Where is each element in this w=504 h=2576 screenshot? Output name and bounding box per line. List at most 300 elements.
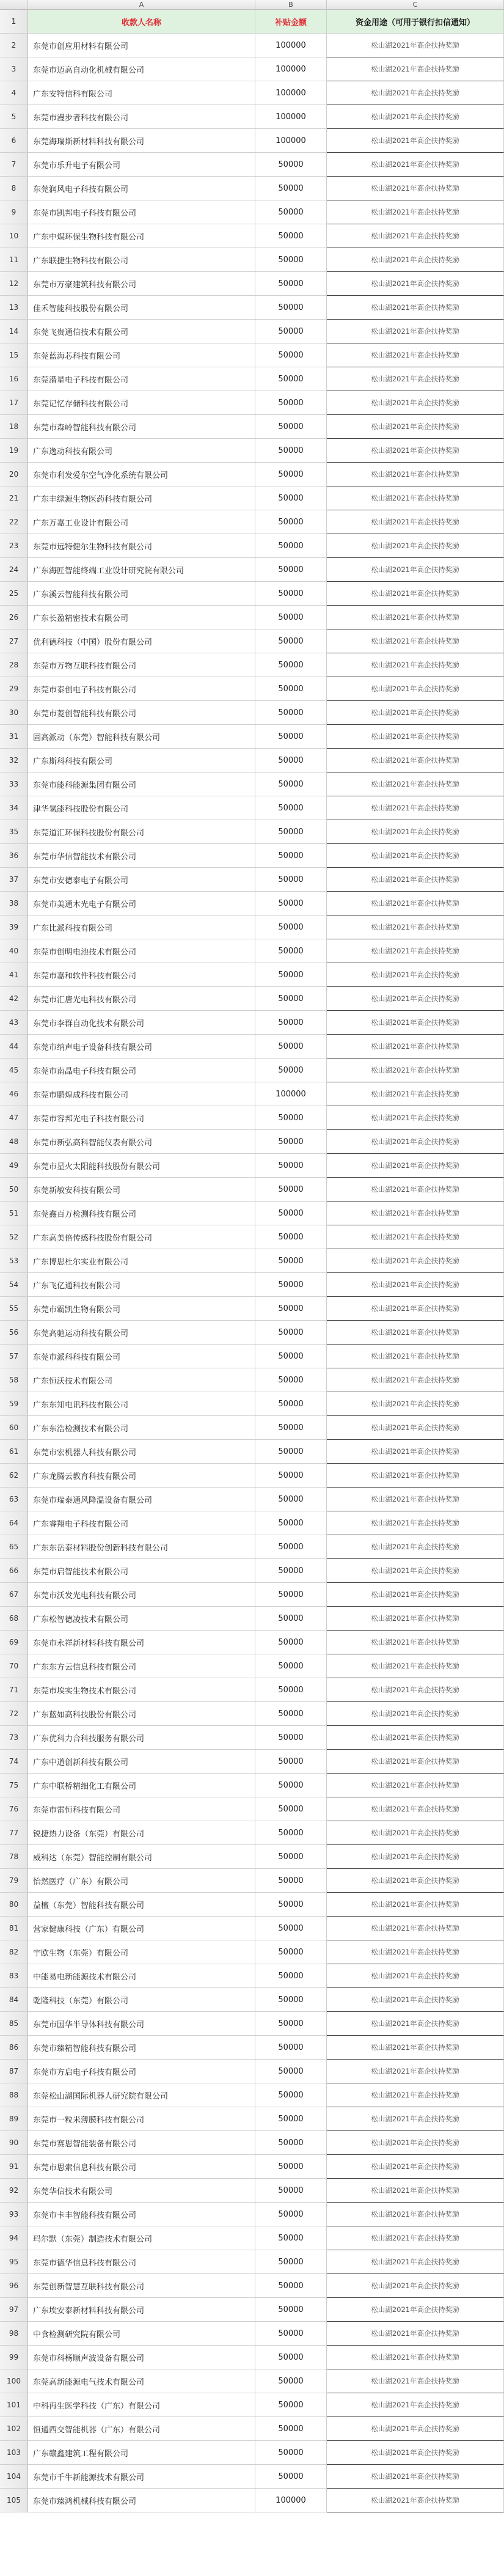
- recipient-name-cell[interactable]: 东莞市沃发光电科技有限公司: [28, 1583, 255, 1607]
- subsidy-amount-cell[interactable]: 50000: [255, 1178, 327, 1202]
- recipient-name-cell[interactable]: 广东高美倍传感科技股份有限公司: [28, 1225, 255, 1249]
- recipient-name-cell[interactable]: 广东埃安泰新材料科技有限公司: [28, 2298, 255, 2322]
- recipient-name-cell[interactable]: 东莞高驰运动科技有限公司: [28, 1321, 255, 1345]
- fund-use-cell[interactable]: 松山湖2021年高企扶持奖励: [327, 2083, 504, 2107]
- fund-use-cell[interactable]: 松山湖2021年高企扶持奖励: [327, 629, 504, 653]
- fund-use-cell[interactable]: 松山湖2021年高企扶持奖励: [327, 34, 504, 57]
- row-number[interactable]: 7: [0, 153, 28, 177]
- subsidy-amount-cell[interactable]: 50000: [255, 1654, 327, 1678]
- fund-use-cell[interactable]: 松山湖2021年高企扶持奖励: [327, 439, 504, 463]
- recipient-name-cell[interactable]: 东莞市星火太阳能科技股份有限公司: [28, 1154, 255, 1178]
- subsidy-amount-cell[interactable]: 50000: [255, 2036, 327, 2060]
- row-number[interactable]: 97: [0, 2298, 28, 2322]
- row-number[interactable]: 50: [0, 1178, 28, 1202]
- fund-use-cell[interactable]: 松山湖2021年高企扶持奖励: [327, 1869, 504, 1893]
- row-number[interactable]: 78: [0, 1845, 28, 1869]
- fund-use-cell[interactable]: 松山湖2021年高企扶持奖励: [327, 2036, 504, 2060]
- recipient-name-cell[interactable]: 广东逸动科技有限公司: [28, 439, 255, 463]
- subsidy-amount-cell[interactable]: 50000: [255, 1059, 327, 1082]
- row-number[interactable]: 40: [0, 939, 28, 963]
- subsidy-amount-cell[interactable]: 50000: [255, 153, 327, 177]
- fund-use-cell[interactable]: 松山湖2021年高企扶持奖励: [327, 1631, 504, 1654]
- row-number[interactable]: 25: [0, 582, 28, 606]
- row-number[interactable]: 53: [0, 1249, 28, 1273]
- subsidy-amount-cell[interactable]: 50000: [255, 1702, 327, 1726]
- select-all-corner[interactable]: [0, 0, 28, 10]
- recipient-name-cell[interactable]: 益檀（东莞）智能科技有限公司: [28, 1893, 255, 1917]
- row-number[interactable]: 35: [0, 820, 28, 844]
- fund-use-cell[interactable]: 松山湖2021年高企扶持奖励: [327, 224, 504, 248]
- fund-use-cell[interactable]: 松山湖2021年高企扶持奖励: [327, 1964, 504, 1988]
- subsidy-amount-cell[interactable]: 50000: [255, 725, 327, 749]
- fund-use-cell[interactable]: 松山湖2021年高企扶持奖励: [327, 1535, 504, 1559]
- subsidy-amount-cell[interactable]: 50000: [255, 1535, 327, 1559]
- fund-use-cell[interactable]: 松山湖2021年高企扶持奖励: [327, 1797, 504, 1821]
- subsidy-amount-cell[interactable]: 50000: [255, 1797, 327, 1821]
- fund-use-cell[interactable]: 松山湖2021年高企扶持奖励: [327, 200, 504, 224]
- fund-use-cell[interactable]: 松山湖2021年高企扶持奖励: [327, 1368, 504, 1392]
- fund-use-cell[interactable]: 松山湖2021年高企扶持奖励: [327, 129, 504, 153]
- subsidy-amount-cell[interactable]: 50000: [255, 1774, 327, 1797]
- row-number[interactable]: 6: [0, 129, 28, 153]
- row-number[interactable]: 86: [0, 2036, 28, 2060]
- recipient-name-cell[interactable]: 东莞蓝海芯科技有限公司: [28, 343, 255, 367]
- fund-use-cell[interactable]: 松山湖2021年高企扶持奖励: [327, 1202, 504, 1225]
- subsidy-amount-cell[interactable]: 50000: [255, 510, 327, 534]
- subsidy-amount-cell[interactable]: 100000: [255, 105, 327, 129]
- fund-use-cell[interactable]: 松山湖2021年高企扶持奖励: [327, 1488, 504, 1511]
- row-number[interactable]: 46: [0, 1082, 28, 1106]
- row-number[interactable]: 3: [0, 57, 28, 81]
- row-number[interactable]: 66: [0, 1559, 28, 1583]
- recipient-name-cell[interactable]: 广东溪云智能科技有限公司: [28, 582, 255, 606]
- subsidy-amount-cell[interactable]: 50000: [255, 1488, 327, 1511]
- row-number[interactable]: 87: [0, 2060, 28, 2083]
- row-number[interactable]: 29: [0, 677, 28, 701]
- recipient-name-cell[interactable]: 广东龙腾云教育科技有限公司: [28, 1464, 255, 1488]
- recipient-name-cell[interactable]: 广东长盈精密技术有限公司: [28, 606, 255, 629]
- recipient-name-cell[interactable]: 东莞高新能源电气技术有限公司: [28, 2369, 255, 2393]
- row-number[interactable]: 1: [0, 10, 28, 34]
- fund-use-cell[interactable]: 松山湖2021年高企扶持奖励: [327, 1440, 504, 1464]
- recipient-name-cell[interactable]: 东莞市李群自动化技术有限公司: [28, 1011, 255, 1035]
- row-number[interactable]: 84: [0, 1988, 28, 2012]
- subsidy-amount-cell[interactable]: 100000: [255, 57, 327, 81]
- subsidy-amount-cell[interactable]: 100000: [255, 2489, 327, 2512]
- fund-use-cell[interactable]: 松山湖2021年高企扶持奖励: [327, 486, 504, 510]
- recipient-name-cell[interactable]: 广东东方云信息科技有限公司: [28, 1654, 255, 1678]
- recipient-name-cell[interactable]: 乾隆科技（东莞）有限公司: [28, 1988, 255, 2012]
- row-number[interactable]: 19: [0, 439, 28, 463]
- row-number[interactable]: 15: [0, 343, 28, 367]
- fund-use-cell[interactable]: 松山湖2021年高企扶持奖励: [327, 57, 504, 81]
- row-number[interactable]: 92: [0, 2179, 28, 2203]
- fund-use-cell[interactable]: 松山湖2021年高企扶持奖励: [327, 1225, 504, 1249]
- row-number[interactable]: 44: [0, 1035, 28, 1059]
- subsidy-amount-cell[interactable]: 50000: [255, 2465, 327, 2489]
- row-number[interactable]: 56: [0, 1321, 28, 1345]
- recipient-name-cell[interactable]: 东莞市美通木光电子有限公司: [28, 892, 255, 916]
- subsidy-amount-cell[interactable]: 50000: [255, 177, 327, 200]
- subsidy-amount-cell[interactable]: 50000: [255, 415, 327, 439]
- recipient-name-cell[interactable]: 东莞市华信智能技术有限公司: [28, 844, 255, 868]
- subsidy-amount-cell[interactable]: 50000: [255, 963, 327, 987]
- fund-use-cell[interactable]: 松山湖2021年高企扶持奖励: [327, 1559, 504, 1583]
- fund-use-cell[interactable]: 松山湖2021年高企扶持奖励: [327, 2107, 504, 2131]
- recipient-name-cell[interactable]: 广东松智德凌技术有限公司: [28, 1607, 255, 1631]
- subsidy-amount-cell[interactable]: 50000: [255, 1225, 327, 1249]
- subsidy-amount-cell[interactable]: 50000: [255, 2179, 327, 2203]
- subsidy-amount-cell[interactable]: 50000: [255, 2012, 327, 2036]
- subsidy-amount-cell[interactable]: 50000: [255, 1678, 327, 1702]
- fund-use-cell[interactable]: 松山湖2021年高企扶持奖励: [327, 1702, 504, 1726]
- subsidy-amount-cell[interactable]: 50000: [255, 1464, 327, 1488]
- subsidy-amount-cell[interactable]: 50000: [255, 916, 327, 939]
- subsidy-amount-cell[interactable]: 50000: [255, 1607, 327, 1631]
- subsidy-amount-cell[interactable]: 50000: [255, 1297, 327, 1321]
- fund-use-cell[interactable]: 松山湖2021年高企扶持奖励: [327, 1345, 504, 1368]
- recipient-name-cell[interactable]: 广东优科力合科技服务有限公司: [28, 1726, 255, 1750]
- row-number[interactable]: 75: [0, 1774, 28, 1797]
- fund-use-cell[interactable]: 松山湖2021年高企扶持奖励: [327, 772, 504, 796]
- recipient-name-cell[interactable]: 东莞市千牛新能源技术有限公司: [28, 2465, 255, 2489]
- row-number[interactable]: 89: [0, 2107, 28, 2131]
- row-number[interactable]: 57: [0, 1345, 28, 1368]
- row-number[interactable]: 90: [0, 2131, 28, 2155]
- row-number[interactable]: 23: [0, 534, 28, 558]
- recipient-name-cell[interactable]: 玛尔默（东莞）制造技术有限公司: [28, 2226, 255, 2250]
- subsidy-amount-cell[interactable]: 100000: [255, 1082, 327, 1106]
- row-number[interactable]: 96: [0, 2274, 28, 2298]
- fund-use-cell[interactable]: 松山湖2021年高企扶持奖励: [327, 2131, 504, 2155]
- recipient-name-cell[interactable]: 威科达（东莞）智能控制有限公司: [28, 1845, 255, 1869]
- row-number[interactable]: 73: [0, 1726, 28, 1750]
- row-number[interactable]: 58: [0, 1368, 28, 1392]
- subsidy-amount-cell[interactable]: 50000: [255, 1964, 327, 1988]
- row-number[interactable]: 61: [0, 1440, 28, 1464]
- recipient-name-cell[interactable]: 怡然医疗（广东）有限公司: [28, 1869, 255, 1893]
- recipient-name-cell[interactable]: 广东赣鑫建筑工程有限公司: [28, 2441, 255, 2465]
- row-number[interactable]: 102: [0, 2417, 28, 2441]
- row-number[interactable]: 41: [0, 963, 28, 987]
- recipient-name-cell[interactable]: 佳禾智能科技股份有限公司: [28, 296, 255, 320]
- row-number[interactable]: 30: [0, 701, 28, 725]
- subsidy-amount-cell[interactable]: 50000: [255, 2250, 327, 2274]
- subsidy-amount-cell[interactable]: 50000: [255, 1940, 327, 1964]
- row-number[interactable]: 16: [0, 367, 28, 391]
- subsidy-amount-cell[interactable]: 50000: [255, 796, 327, 820]
- fund-use-cell[interactable]: 松山湖2021年高企扶持奖励: [327, 725, 504, 749]
- fund-use-cell[interactable]: 松山湖2021年高企扶持奖励: [327, 1821, 504, 1845]
- row-number[interactable]: 39: [0, 916, 28, 939]
- row-number[interactable]: 17: [0, 391, 28, 415]
- row-number[interactable]: 103: [0, 2441, 28, 2465]
- recipient-name-cell[interactable]: 东莞市德华信息科技有限公司: [28, 2250, 255, 2274]
- recipient-name-cell[interactable]: 东莞市创应用材料有限公司: [28, 34, 255, 57]
- subsidy-amount-cell[interactable]: 50000: [255, 844, 327, 868]
- recipient-name-cell[interactable]: 东莞潜星电子科技有限公司: [28, 367, 255, 391]
- recipient-name-cell[interactable]: 广东中联桥精细化工有限公司: [28, 1774, 255, 1797]
- recipient-name-cell[interactable]: 东莞市汇唐光电科技有限公司: [28, 987, 255, 1011]
- subsidy-amount-cell[interactable]: 50000: [255, 606, 327, 629]
- subsidy-amount-cell[interactable]: 50000: [255, 677, 327, 701]
- fund-use-cell[interactable]: 松山湖2021年高企扶持奖励: [327, 1082, 504, 1106]
- subsidy-amount-cell[interactable]: 50000: [255, 1321, 327, 1345]
- row-number[interactable]: 47: [0, 1106, 28, 1130]
- row-number[interactable]: 76: [0, 1797, 28, 1821]
- recipient-name-cell[interactable]: 东莞记忆存储科技有限公司: [28, 391, 255, 415]
- subsidy-amount-cell[interactable]: 50000: [255, 1392, 327, 1416]
- row-number[interactable]: 79: [0, 1869, 28, 1893]
- fund-use-cell[interactable]: 松山湖2021年高企扶持奖励: [327, 2155, 504, 2179]
- subsidy-amount-cell[interactable]: 50000: [255, 248, 327, 272]
- subsidy-amount-cell[interactable]: 50000: [255, 772, 327, 796]
- row-number[interactable]: 27: [0, 629, 28, 653]
- row-number[interactable]: 91: [0, 2155, 28, 2179]
- row-number[interactable]: 99: [0, 2346, 28, 2369]
- fund-use-cell[interactable]: 松山湖2021年高企扶持奖励: [327, 1106, 504, 1130]
- row-number[interactable]: 34: [0, 796, 28, 820]
- row-number[interactable]: 100: [0, 2369, 28, 2393]
- fund-use-cell[interactable]: 松山湖2021年高企扶持奖励: [327, 1940, 504, 1964]
- fund-use-cell[interactable]: 松山湖2021年高企扶持奖励: [327, 2298, 504, 2322]
- subsidy-amount-cell[interactable]: 50000: [255, 1750, 327, 1774]
- fund-use-cell[interactable]: 松山湖2021年高企扶持奖励: [327, 391, 504, 415]
- fund-use-cell[interactable]: 松山湖2021年高企扶持奖励: [327, 1249, 504, 1273]
- recipient-name-cell[interactable]: 东莞市森岭智能科技有限公司: [28, 415, 255, 439]
- subsidy-amount-cell[interactable]: 50000: [255, 1440, 327, 1464]
- row-number[interactable]: 37: [0, 868, 28, 892]
- recipient-name-cell[interactable]: 东莞市能科能源集团有限公司: [28, 772, 255, 796]
- recipient-name-cell[interactable]: 东莞市瑞泰通风降温设备有限公司: [28, 1488, 255, 1511]
- row-number[interactable]: 28: [0, 653, 28, 677]
- subsidy-amount-cell[interactable]: 50000: [255, 701, 327, 725]
- recipient-name-cell[interactable]: 广东海匠智能终端工业设计研究院有限公司: [28, 558, 255, 582]
- fund-use-cell[interactable]: 松山湖2021年高企扶持奖励: [327, 2012, 504, 2036]
- subsidy-amount-cell[interactable]: 50000: [255, 391, 327, 415]
- fund-use-cell[interactable]: 松山湖2021年高企扶持奖励: [327, 1011, 504, 1035]
- row-number[interactable]: 82: [0, 1940, 28, 1964]
- fund-use-cell[interactable]: 松山湖2021年高企扶持奖励: [327, 1464, 504, 1488]
- subsidy-amount-cell[interactable]: 50000: [255, 2131, 327, 2155]
- subsidy-amount-cell[interactable]: 50000: [255, 1416, 327, 1440]
- recipient-name-cell[interactable]: 中科再生医学科技（广东）有限公司: [28, 2393, 255, 2417]
- subsidy-amount-cell[interactable]: 50000: [255, 2441, 327, 2465]
- subsidy-amount-cell[interactable]: 50000: [255, 224, 327, 248]
- fund-use-cell[interactable]: 松山湖2021年高企扶持奖励: [327, 2393, 504, 2417]
- subsidy-amount-cell[interactable]: 50000: [255, 534, 327, 558]
- subsidy-amount-cell[interactable]: 50000: [255, 1559, 327, 1583]
- subsidy-amount-cell[interactable]: 50000: [255, 1130, 327, 1154]
- fund-use-cell[interactable]: 松山湖2021年高企扶持奖励: [327, 844, 504, 868]
- fund-use-cell[interactable]: 松山湖2021年高企扶持奖励: [327, 701, 504, 725]
- fund-use-cell[interactable]: 松山湖2021年高企扶持奖励: [327, 582, 504, 606]
- subsidy-amount-cell[interactable]: 50000: [255, 1845, 327, 1869]
- fund-use-cell[interactable]: 松山湖2021年高企扶持奖励: [327, 105, 504, 129]
- recipient-name-cell[interactable]: 东莞市思索信息科技有限公司: [28, 2155, 255, 2179]
- fund-use-cell[interactable]: 松山湖2021年高企扶持奖励: [327, 81, 504, 105]
- fund-use-cell[interactable]: 松山湖2021年高企扶持奖励: [327, 2346, 504, 2369]
- recipient-name-cell[interactable]: 东莞市雷恒科技有限公司: [28, 1797, 255, 1821]
- row-number[interactable]: 21: [0, 486, 28, 510]
- header-use-cell[interactable]: 资金用途（可用于银行扣信通知）: [327, 10, 504, 34]
- recipient-name-cell[interactable]: 东莞市新弘高科智能仪表有限公司: [28, 1130, 255, 1154]
- fund-use-cell[interactable]: 松山湖2021年高企扶持奖励: [327, 177, 504, 200]
- subsidy-amount-cell[interactable]: 50000: [255, 2274, 327, 2298]
- recipient-name-cell[interactable]: 东莞海瑞斯新材料科技有限公司: [28, 129, 255, 153]
- row-number[interactable]: 94: [0, 2226, 28, 2250]
- fund-use-cell[interactable]: 松山湖2021年高企扶持奖励: [327, 1154, 504, 1178]
- subsidy-amount-cell[interactable]: 50000: [255, 1583, 327, 1607]
- fund-use-cell[interactable]: 松山湖2021年高企扶持奖励: [327, 415, 504, 439]
- header-amount-cell[interactable]: 补贴金额: [255, 10, 327, 34]
- fund-use-cell[interactable]: 松山湖2021年高企扶持奖励: [327, 1678, 504, 1702]
- row-number[interactable]: 45: [0, 1059, 28, 1082]
- fund-use-cell[interactable]: 松山湖2021年高企扶持奖励: [327, 558, 504, 582]
- subsidy-amount-cell[interactable]: 50000: [255, 2226, 327, 2250]
- recipient-name-cell[interactable]: 东莞市乐升电子有限公司: [28, 153, 255, 177]
- subsidy-amount-cell[interactable]: 50000: [255, 1821, 327, 1845]
- subsidy-amount-cell[interactable]: 50000: [255, 320, 327, 343]
- subsidy-amount-cell[interactable]: 50000: [255, 1345, 327, 1368]
- row-number[interactable]: 67: [0, 1583, 28, 1607]
- row-number[interactable]: 26: [0, 606, 28, 629]
- fund-use-cell[interactable]: 松山湖2021年高企扶持奖励: [327, 653, 504, 677]
- recipient-name-cell[interactable]: 东莞鑫百万检测科技有限公司: [28, 1202, 255, 1225]
- subsidy-amount-cell[interactable]: 50000: [255, 2060, 327, 2083]
- row-number[interactable]: 65: [0, 1535, 28, 1559]
- subsidy-amount-cell[interactable]: 50000: [255, 868, 327, 892]
- fund-use-cell[interactable]: 松山湖2021年高企扶持奖励: [327, 367, 504, 391]
- row-number[interactable]: 43: [0, 1011, 28, 1035]
- recipient-name-cell[interactable]: 东莞市一粒米薄膜科技有限公司: [28, 2107, 255, 2131]
- recipient-name-cell[interactable]: 东莞市迈高自动化机械有限公司: [28, 57, 255, 81]
- subsidy-amount-cell[interactable]: 50000: [255, 1202, 327, 1225]
- recipient-name-cell[interactable]: 东莞市万物互联科技有限公司: [28, 653, 255, 677]
- fund-use-cell[interactable]: 松山湖2021年高企扶持奖励: [327, 534, 504, 558]
- fund-use-cell[interactable]: 松山湖2021年高企扶持奖励: [327, 606, 504, 629]
- fund-use-cell[interactable]: 松山湖2021年高企扶持奖励: [327, 1654, 504, 1678]
- subsidy-amount-cell[interactable]: 50000: [255, 463, 327, 486]
- recipient-name-cell[interactable]: 津华氢能科技股份有限公司: [28, 796, 255, 820]
- recipient-name-cell[interactable]: 东莞市方启电子科技有限公司: [28, 2060, 255, 2083]
- subsidy-amount-cell[interactable]: 50000: [255, 1154, 327, 1178]
- fund-use-cell[interactable]: 松山湖2021年高企扶持奖励: [327, 749, 504, 772]
- fund-use-cell[interactable]: 松山湖2021年高企扶持奖励: [327, 1893, 504, 1917]
- subsidy-amount-cell[interactable]: 50000: [255, 987, 327, 1011]
- fund-use-cell[interactable]: 松山湖2021年高企扶持奖励: [327, 1774, 504, 1797]
- subsidy-amount-cell[interactable]: 50000: [255, 1893, 327, 1917]
- recipient-name-cell[interactable]: 东莞华信技术有限公司: [28, 2179, 255, 2203]
- row-number[interactable]: 60: [0, 1416, 28, 1440]
- recipient-name-cell[interactable]: 广东飞亿通科技有限公司: [28, 1273, 255, 1297]
- row-number[interactable]: 22: [0, 510, 28, 534]
- fund-use-cell[interactable]: 松山湖2021年高企扶持奖励: [327, 1917, 504, 1940]
- row-number[interactable]: 77: [0, 1821, 28, 1845]
- fund-use-cell[interactable]: 松山湖2021年高企扶持奖励: [327, 272, 504, 296]
- subsidy-amount-cell[interactable]: 50000: [255, 2155, 327, 2179]
- recipient-name-cell[interactable]: 东莞创新智慧互联科技有限公司: [28, 2274, 255, 2298]
- subsidy-amount-cell[interactable]: 50000: [255, 486, 327, 510]
- fund-use-cell[interactable]: 松山湖2021年高企扶持奖励: [327, 2179, 504, 2203]
- subsidy-amount-cell[interactable]: 50000: [255, 892, 327, 916]
- recipient-name-cell[interactable]: 东莞市卡丰智能科技有限公司: [28, 2203, 255, 2226]
- subsidy-amount-cell[interactable]: 100000: [255, 34, 327, 57]
- row-number[interactable]: 88: [0, 2083, 28, 2107]
- subsidy-amount-cell[interactable]: 50000: [255, 2083, 327, 2107]
- column-header-c[interactable]: C: [327, 0, 504, 10]
- subsidy-amount-cell[interactable]: 50000: [255, 558, 327, 582]
- subsidy-amount-cell[interactable]: 50000: [255, 1631, 327, 1654]
- subsidy-amount-cell[interactable]: 50000: [255, 1249, 327, 1273]
- row-number[interactable]: 62: [0, 1464, 28, 1488]
- fund-use-cell[interactable]: 松山湖2021年高企扶持奖励: [327, 2226, 504, 2250]
- fund-use-cell[interactable]: 松山湖2021年高企扶持奖励: [327, 343, 504, 367]
- recipient-name-cell[interactable]: 东莞飞贵通信技术有限公司: [28, 320, 255, 343]
- fund-use-cell[interactable]: 松山湖2021年高企扶持奖励: [327, 1607, 504, 1631]
- recipient-name-cell[interactable]: 广东斯科科技有限公司: [28, 749, 255, 772]
- subsidy-amount-cell[interactable]: 50000: [255, 1106, 327, 1130]
- recipient-name-cell[interactable]: 东莞市凯邦电子科技有限公司: [28, 200, 255, 224]
- recipient-name-cell[interactable]: 东莞润风电子科技有限公司: [28, 177, 255, 200]
- fund-use-cell[interactable]: 松山湖2021年高企扶持奖励: [327, 1130, 504, 1154]
- recipient-name-cell[interactable]: 东莞市鹏煌成科技有限公司: [28, 1082, 255, 1106]
- fund-use-cell[interactable]: 松山湖2021年高企扶持奖励: [327, 2489, 504, 2512]
- row-number[interactable]: 4: [0, 81, 28, 105]
- subsidy-amount-cell[interactable]: 50000: [255, 1011, 327, 1035]
- row-number[interactable]: 13: [0, 296, 28, 320]
- row-number[interactable]: 8: [0, 177, 28, 200]
- fund-use-cell[interactable]: 松山湖2021年高企扶持奖励: [327, 463, 504, 486]
- fund-use-cell[interactable]: 松山湖2021年高企扶持奖励: [327, 1035, 504, 1059]
- row-number[interactable]: 72: [0, 1702, 28, 1726]
- fund-use-cell[interactable]: 松山湖2021年高企扶持奖励: [327, 2417, 504, 2441]
- recipient-name-cell[interactable]: 广东安特信科有限公司: [28, 81, 255, 105]
- fund-use-cell[interactable]: 松山湖2021年高企扶持奖励: [327, 677, 504, 701]
- recipient-name-cell[interactable]: 广东联捷生物科技有限公司: [28, 248, 255, 272]
- row-number[interactable]: 31: [0, 725, 28, 749]
- row-number[interactable]: 81: [0, 1917, 28, 1940]
- row-number[interactable]: 80: [0, 1893, 28, 1917]
- recipient-name-cell[interactable]: 广东蓝如高科技股份有限公司: [28, 1702, 255, 1726]
- row-number[interactable]: 54: [0, 1273, 28, 1297]
- row-number[interactable]: 5: [0, 105, 28, 129]
- recipient-name-cell[interactable]: 中食检测研究院有限公司: [28, 2322, 255, 2346]
- row-number[interactable]: 32: [0, 749, 28, 772]
- subsidy-amount-cell[interactable]: 50000: [255, 272, 327, 296]
- subsidy-amount-cell[interactable]: 50000: [255, 1726, 327, 1750]
- fund-use-cell[interactable]: 松山湖2021年高企扶持奖励: [327, 296, 504, 320]
- fund-use-cell[interactable]: 松山湖2021年高企扶持奖励: [327, 1511, 504, 1535]
- recipient-name-cell[interactable]: 广东万嘉工业设计有限公司: [28, 510, 255, 534]
- fund-use-cell[interactable]: 松山湖2021年高企扶持奖励: [327, 248, 504, 272]
- fund-use-cell[interactable]: 松山湖2021年高企扶持奖励: [327, 1988, 504, 2012]
- subsidy-amount-cell[interactable]: 50000: [255, 1917, 327, 1940]
- fund-use-cell[interactable]: 松山湖2021年高企扶持奖励: [327, 820, 504, 844]
- fund-use-cell[interactable]: 松山湖2021年高企扶持奖励: [327, 963, 504, 987]
- recipient-name-cell[interactable]: 东莞市菱创智能科技有限公司: [28, 701, 255, 725]
- subsidy-amount-cell[interactable]: 50000: [255, 2203, 327, 2226]
- subsidy-amount-cell[interactable]: 50000: [255, 367, 327, 391]
- fund-use-cell[interactable]: 松山湖2021年高企扶持奖励: [327, 939, 504, 963]
- recipient-name-cell[interactable]: 广东东岳泰材料股份创新科技有限公司: [28, 1535, 255, 1559]
- fund-use-cell[interactable]: 松山湖2021年高企扶持奖励: [327, 1273, 504, 1297]
- fund-use-cell[interactable]: 松山湖2021年高企扶持奖励: [327, 1416, 504, 1440]
- column-header-b[interactable]: B: [255, 0, 327, 10]
- row-number[interactable]: 104: [0, 2465, 28, 2489]
- subsidy-amount-cell[interactable]: 50000: [255, 343, 327, 367]
- fund-use-cell[interactable]: 松山湖2021年高企扶持奖励: [327, 320, 504, 343]
